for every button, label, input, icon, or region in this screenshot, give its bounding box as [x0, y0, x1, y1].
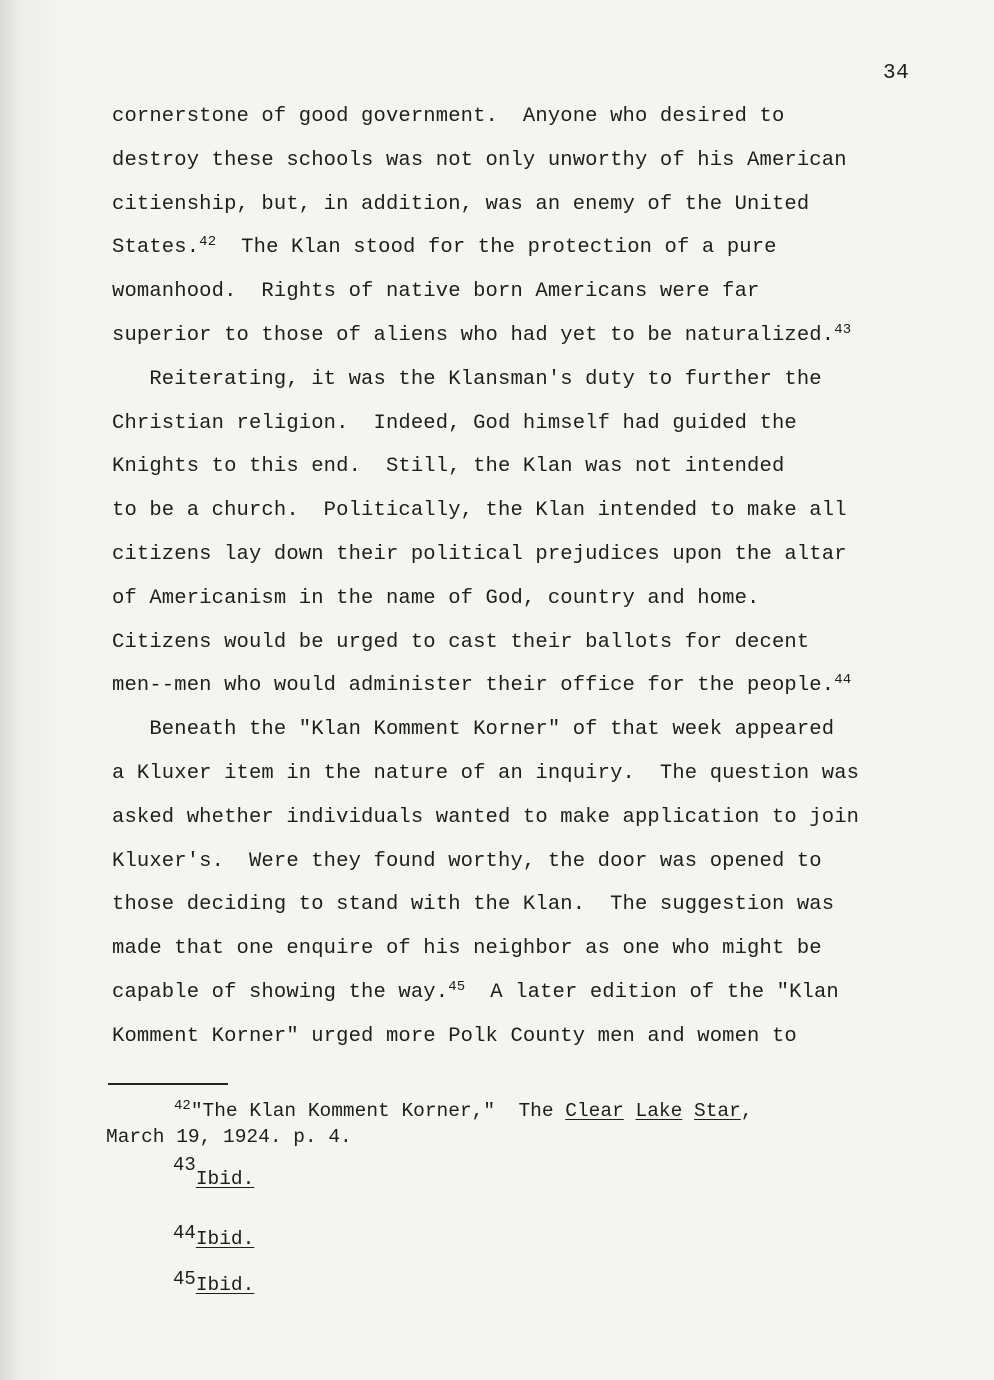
line-text: made that one enquire of his neighbor as one who might be [112, 937, 822, 961]
footnote-number: 43 [173, 1154, 196, 1176]
footnote-number: 42 [174, 1098, 191, 1114]
line-text: to be a church. Politically, the Klan intended to make all [112, 499, 847, 523]
text-line [112, 927, 932, 971]
line-text: men--men who would administer their office for the people. [112, 674, 835, 698]
footnote-43: 43Ibid. [173, 1154, 255, 1190]
text-line [112, 314, 932, 358]
text-line [112, 752, 932, 796]
line-text: superior to those of aliens who had yet to be naturalized. [112, 323, 835, 347]
footnote-reference: 45 [448, 978, 466, 995]
text-line [112, 358, 932, 402]
text-line [112, 1015, 932, 1059]
line-text: capable of showing the way. [112, 980, 449, 1004]
text-line [112, 533, 932, 577]
footnote-42-line2: March 19, 1924. p. 4. [106, 1126, 352, 1148]
footnote-45: $^{45}$Ibid. [173, 1268, 255, 1296]
line-text: Citizens would be urged to cast their ballots for decent [112, 630, 810, 654]
line-text: Knights to this end. Still, the Klan was not intended [112, 455, 785, 479]
line-text: asked whether individuals wanted to make application to join [112, 805, 860, 829]
line-text: citienship, but, in addition, was an enemy of the United [112, 192, 810, 216]
journal-word: Star [694, 1100, 741, 1122]
footnote-separator [108, 1083, 228, 1085]
text-line [112, 708, 932, 752]
line-text: The Klan stood for the protection of a pure [216, 236, 777, 260]
text-line [112, 971, 932, 1015]
text-line [112, 621, 932, 665]
line-text: Beneath the "Klan Komment Korner" of that week appeared [112, 718, 835, 742]
footnote-44: $^{44}$Ibid. [173, 1222, 255, 1250]
journal-word: Lake [635, 1100, 683, 1122]
line-text: Komment Korner" urged more Polk County men and women to [112, 1024, 797, 1048]
text-line [112, 445, 932, 489]
footnote-reference: 44 [834, 672, 852, 689]
text-line [112, 489, 932, 533]
footnotes [106, 1098, 926, 1150]
text-line [112, 139, 932, 183]
line-text: womanhood. Rights of native born Americans were far [112, 280, 760, 304]
body-text [112, 95, 932, 1059]
page-number: 34 [883, 62, 910, 85]
footnote-42: $^{42}$"The Klan Komment Korner," The Clear Lake Star, [174, 1098, 753, 1122]
footnote-reference: 43 [834, 321, 852, 338]
line-text: Christian religion. Indeed, God himself had guided the [112, 411, 797, 435]
text-line [112, 402, 932, 446]
footnote-number: 45 [173, 1268, 196, 1290]
text-line [112, 270, 932, 314]
footnote-number: 44 [173, 1222, 196, 1244]
footnote-reference: 42 [199, 234, 217, 251]
line-text: States. [112, 236, 200, 260]
line-text: Kluxer's. Were they found worthy, the door was opened to [112, 849, 822, 873]
text-line [112, 226, 932, 270]
text-line [112, 577, 932, 621]
line-text: a Kluxer item in the nature of an inquiry. The question was [112, 761, 860, 785]
line-text: Reiterating, it was the Klansman's duty to further the [112, 367, 822, 391]
text-line [112, 840, 932, 884]
line-text: A later edition of the "Klan [465, 980, 839, 1004]
text-line [112, 664, 932, 708]
line-text: cornerstone of good government. Anyone who desired to [112, 105, 785, 128]
line-text: those deciding to stand with the Klan. The suggestion was [112, 893, 835, 917]
text-line [112, 883, 932, 927]
line-text: destroy these schools was not only unworthy of his American [112, 148, 847, 172]
line-text: of Americanism in the name of God, country and home. [112, 586, 760, 610]
line-text: citizens lay down their political prejudices upon the altar [112, 542, 847, 566]
text-line [112, 796, 932, 840]
journal-word: Clear [565, 1100, 624, 1122]
text-line [112, 95, 932, 139]
text-line [112, 183, 932, 227]
